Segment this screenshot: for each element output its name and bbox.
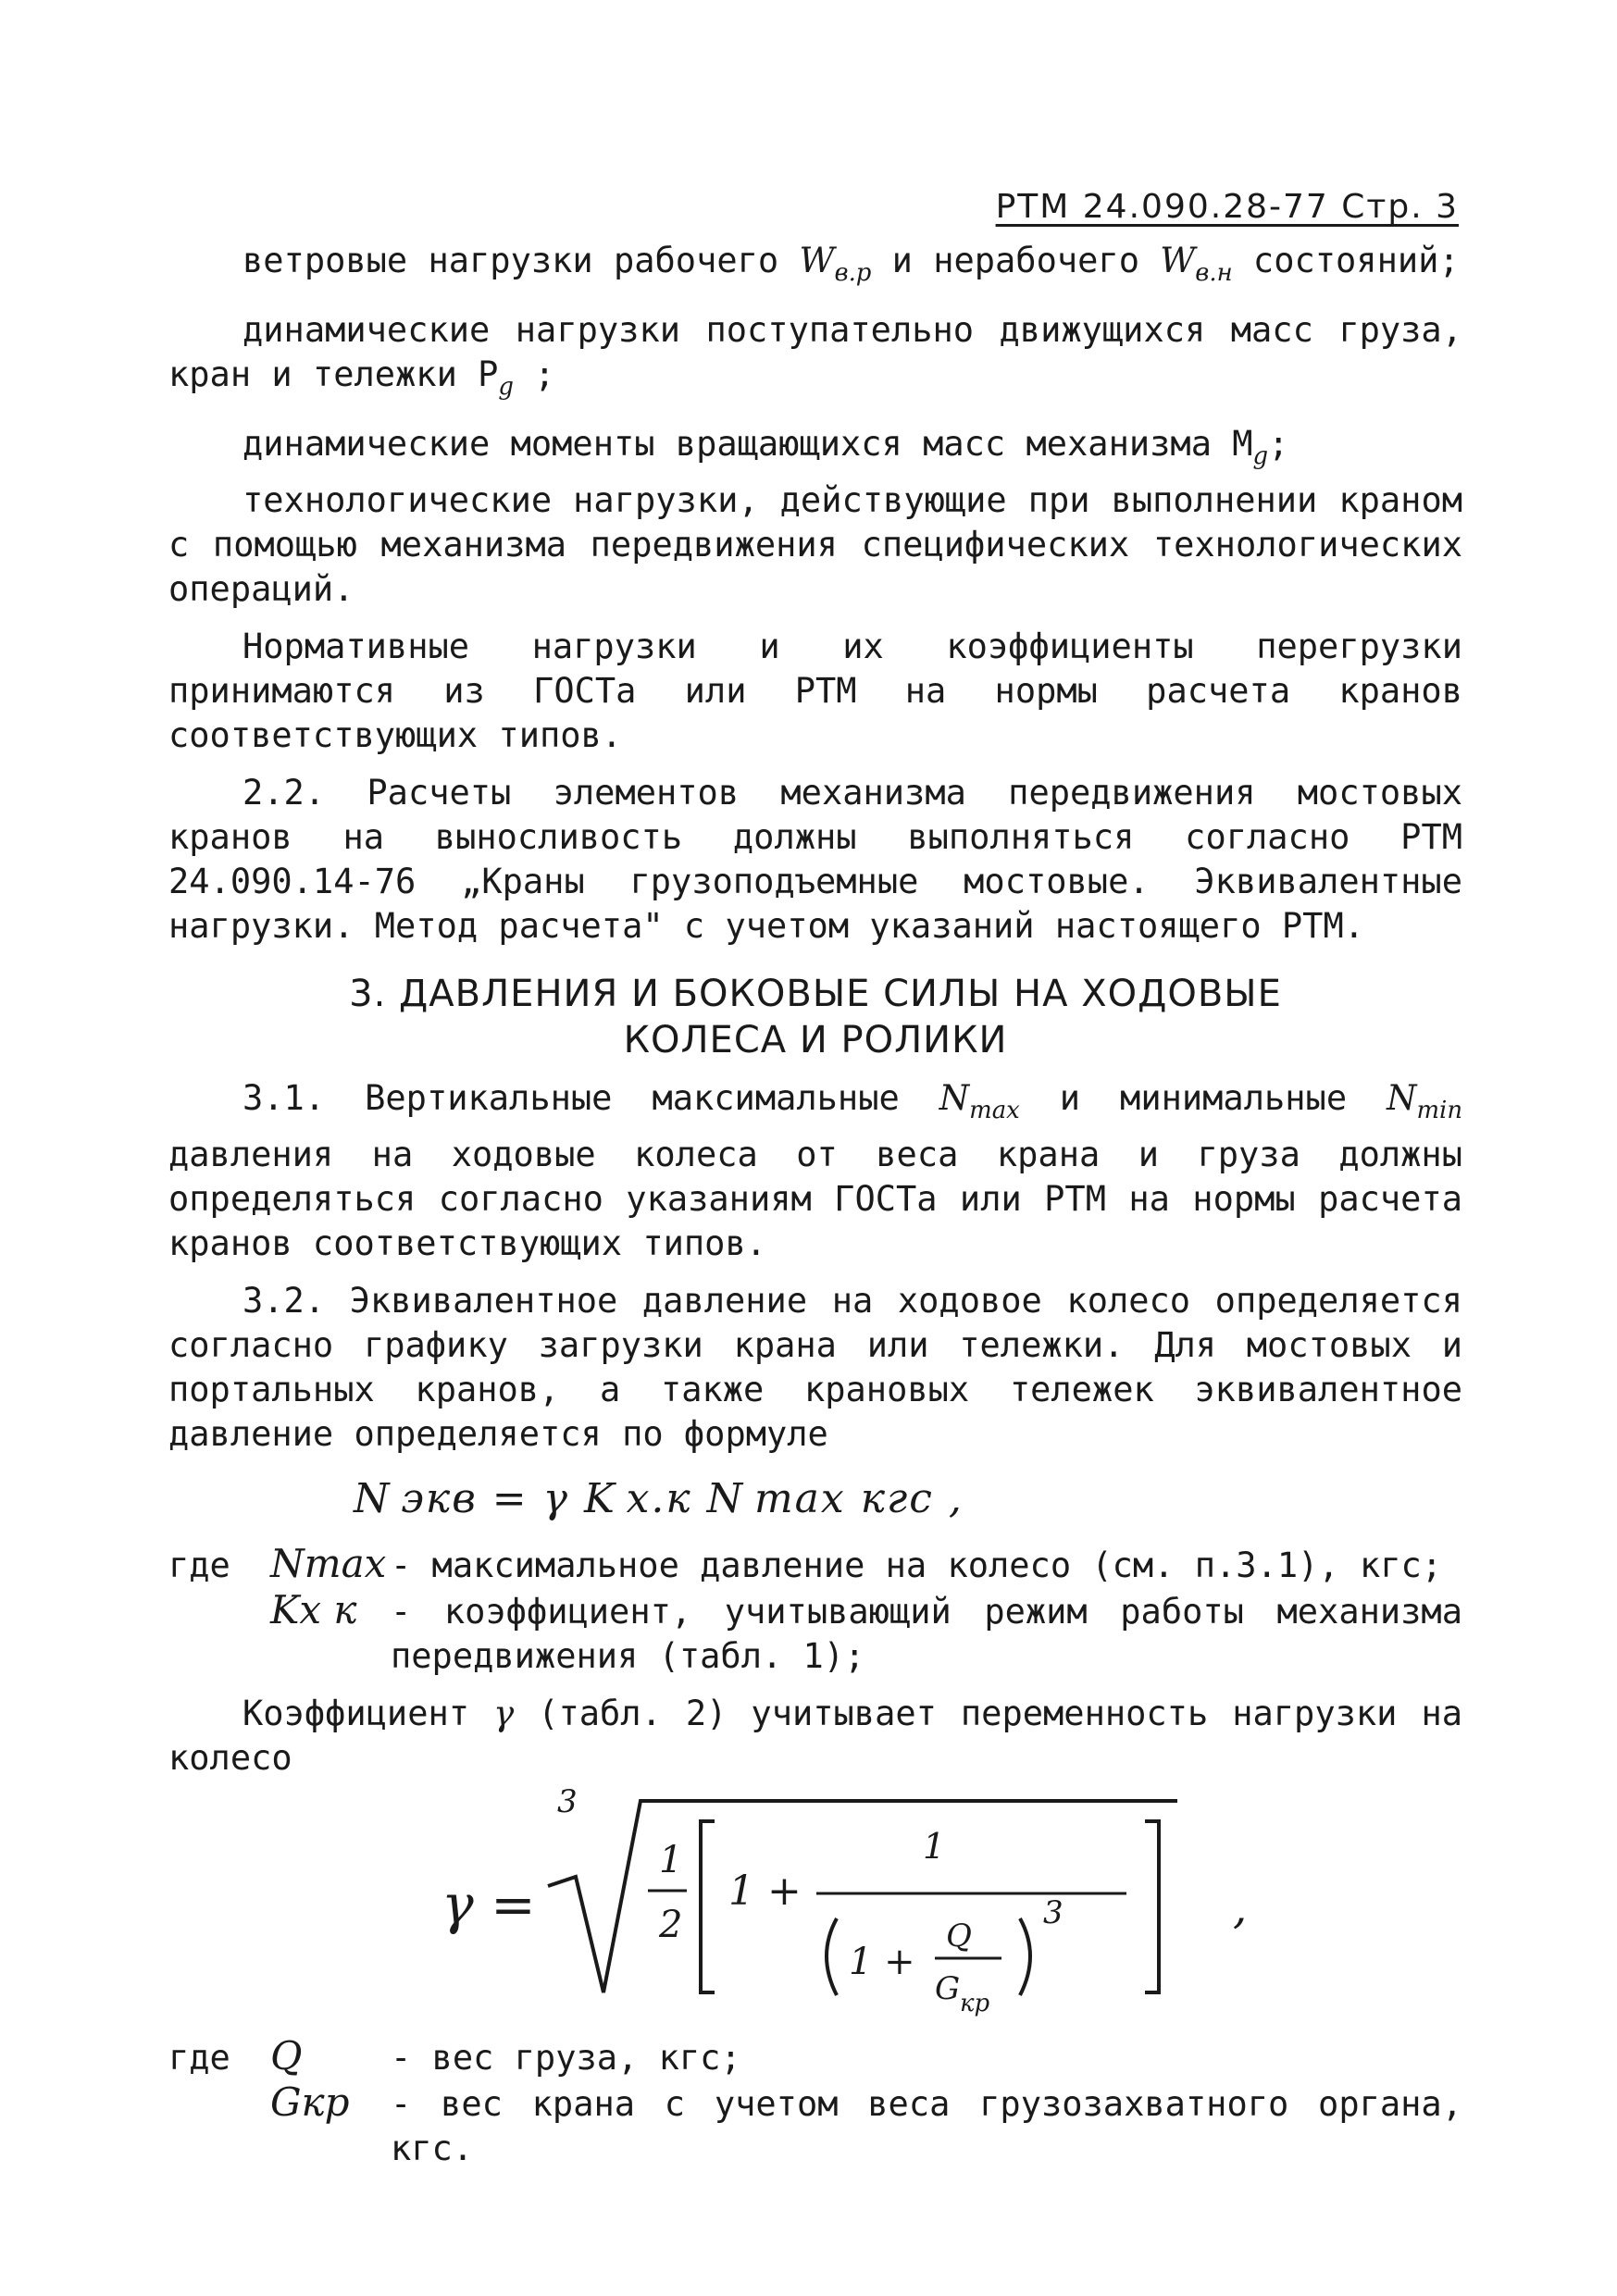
definition-q: - вес груза, кгс; [391, 2038, 741, 2079]
paragraph-gamma [168, 1692, 1462, 1781]
definition-n-max: - максимальное давление на колесо (см. п.3.1), кгс; [391, 1545, 1443, 1586]
page-header: РТМ 24.090.28-77 Стр. 3 [995, 188, 1459, 226]
where-label: где [168, 2038, 230, 2079]
text-fragment: динамические моменты вращающихся масс механизма M [243, 424, 1253, 465]
text-fragment: (табл. 2) учитывает переменность нагрузки [538, 1694, 1398, 1734]
formula-lhs: γ = [442, 1873, 536, 1937]
symbol-w-nonwork: $W_{в.н}$ [1160, 241, 1233, 288]
text-fragment: 3.1. Вертикальные максимальные [243, 1078, 900, 1119]
formula-half-den: 2 [659, 1904, 683, 1947]
text-fragment: ; [534, 354, 555, 395]
text-fragment: состояний; [1252, 241, 1460, 280]
inner-paren-right [1020, 1918, 1030, 1995]
paragraph-technological-loads: технологические нагрузки, действующие при выполнении краном с помощью механизма передвижения специфических технологических операций. [168, 480, 1462, 610]
paragraph-dynamic-moments [168, 422, 1462, 478]
section-title [168, 971, 1462, 1063]
formula-inner-one-plus: 1 + [849, 1941, 915, 1984]
formula-one-plus: 1 + [728, 1868, 802, 1916]
formula-root-index: 3 [557, 1784, 578, 1821]
formula-g: G [935, 1970, 961, 2008]
formula-exp: 3 [1043, 1894, 1063, 1932]
paragraph-wind-loads [168, 239, 1462, 295]
symbol-gamma: γ [493, 1694, 515, 1734]
document-body [168, 239, 1462, 2171]
symbol-g-kr: Gкр [270, 2079, 350, 2126]
text-fragment: ; [1268, 424, 1289, 465]
text-fragment: на колесо [168, 1694, 1463, 1779]
formula-g-sub: кр [960, 1990, 990, 2018]
symbol-subscript: g [498, 373, 514, 402]
paragraph-3-1 [168, 1076, 1462, 1266]
symbol-n-max: Nmax [270, 1541, 387, 1587]
where-row [168, 1588, 1462, 1679]
section-title-line: КОЛЕСА И РОЛИКИ [623, 1019, 1008, 1062]
paragraph-dynamic-loads [168, 308, 1462, 409]
text-fragment: давления на ходовые колеса от веса крана и груза должны определяться согласно указаниям ГОСТа или РТМ на нормы расчета кранов соответствующих типов. [168, 1135, 1462, 1264]
where-label: где [168, 1545, 230, 1586]
symbol-k-xk: Kх к [270, 1587, 357, 1633]
paragraph-3-2: 3.2. Эквивалентное давление на ходовое колесо определяется согласно графику загрузки крана или тележки. Для мостовых и портальных кранов, а также крановых тележек эквивалентное давление определяется по формуле [168, 1281, 1462, 1455]
text-fragment: ветровые нагрузки рабочего [243, 241, 779, 280]
formula-gamma [168, 1784, 1462, 2034]
symbol-n-min: $N_{min}$ [1387, 1078, 1462, 1125]
formula-tail: , [1233, 1882, 1248, 1935]
right-bracket [1145, 1821, 1159, 1992]
text-fragment: и нерабочего [891, 241, 1139, 280]
where-row [168, 1542, 1462, 1588]
symbol-w-work: $W_{в.р}$ [799, 241, 872, 288]
symbol-n-max: $N_{max}$ [939, 1078, 1020, 1125]
where-row [168, 2080, 1462, 2171]
text-fragment: Коэффициент [243, 1694, 470, 1734]
symbol-subscript: g [1252, 442, 1269, 471]
paragraph-2-2: 2.2. Расчеты элементов механизма передвижения мостовых кранов на выносливость должны выполняться согласно РТМ 24.090.14-76 „Краны грузоподъемные мостовые. Эквивалентные нагрузки. Метод расчета" с учетом указаний настоящего РТМ. [168, 773, 1462, 947]
formula-gamma-svg [168, 1784, 1462, 2034]
text-fragment: и минимальные [1059, 1078, 1348, 1119]
definition-k-xk: - коэффициент, учитывающий режим работы механизма передвижения (табл. 1); [391, 1592, 1462, 1677]
formula-equivalent-pressure: N экв = γ K х.к N max кгс , [354, 1475, 964, 1523]
inner-paren-left [827, 1918, 837, 1995]
where-row [168, 2034, 1462, 2080]
symbol-q: Q [270, 2033, 303, 2079]
text-fragment: динамические нагрузки поступательно движущихся масс груза, кран и тележки P [168, 310, 1462, 395]
formula-frac-num: 1 [923, 1826, 946, 1868]
definition-g-kr: - вес крана с учетом веса грузозахватного органа, кгс. [391, 2084, 1462, 2169]
left-bracket [701, 1821, 715, 1992]
section-title-line: 3. ДАВЛЕНИЯ И БОКОВЫЕ СИЛЫ НА ХОДОВЫЕ [349, 973, 1282, 1016]
formula-half-num: 1 [659, 1839, 683, 1882]
paragraph-normative-loads: Нормативные нагрузки и их коэффициенты перегрузки принимаются из ГОСТа или РТМ на нормы расчета кранов соответствующих типов. [168, 627, 1462, 756]
formula-q: Q [946, 1917, 972, 1955]
